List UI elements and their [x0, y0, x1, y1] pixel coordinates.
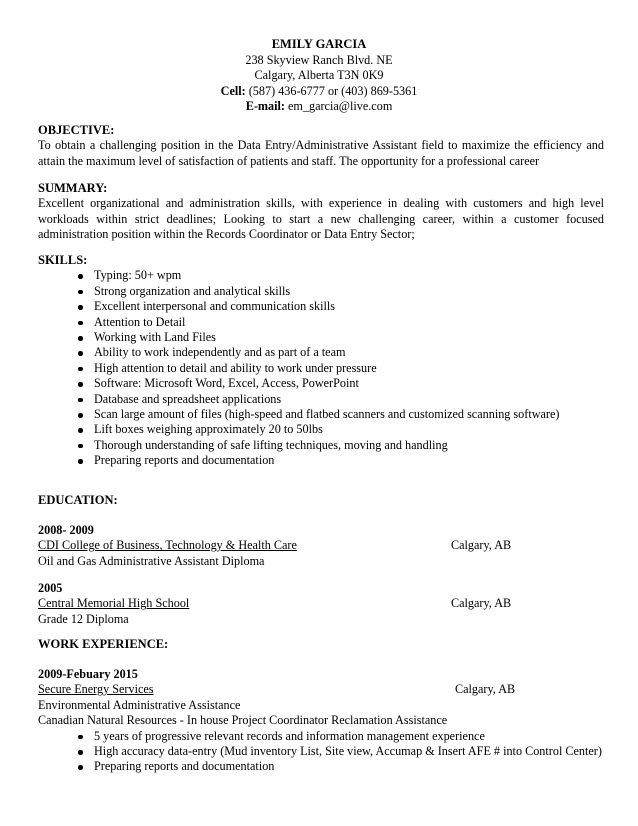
list-item: Lift boxes weighing approximately 20 to 50lbs — [94, 422, 604, 437]
applicant-name: EMILY GARCIA — [271, 37, 367, 51]
address-line-2: Calgary, Alberta T3N 0K9 — [254, 68, 384, 83]
work-heading: WORK EXPERIENCE: — [38, 637, 169, 651]
address-line-1: 238 Skyview Ranch Blvd. NE — [245, 52, 393, 67]
education-entry-2 — [38, 581, 604, 627]
work-period: 2009-Febuary 2015 — [38, 667, 138, 681]
school-location: Calgary, AB — [451, 596, 512, 611]
education-heading: EDUCATION: — [38, 493, 118, 507]
education-years: 2008- 2009 — [38, 523, 94, 537]
email-label: E-mail: — [245, 99, 285, 114]
objective-text: To obtain a challenging position in the Data Entry/Administrative Assistant field to maximize the efficiency and attain the maximum level of satisfaction of patients and staff. The opportunity for a professional career — [38, 138, 604, 168]
school-name: Central Memorial High School — [38, 596, 190, 611]
skills-heading: SKILLS: — [38, 253, 88, 267]
school-row — [38, 596, 604, 611]
education-entry-1 — [38, 523, 604, 569]
skills-section — [38, 253, 604, 469]
list-item: Thorough understanding of safe lifting techniques, moving and handling — [94, 438, 604, 453]
list-item: Excellent interpersonal and communication skills — [94, 299, 604, 314]
credential: Grade 12 Diploma — [38, 611, 129, 626]
work-section — [38, 637, 604, 652]
email-line — [0, 99, 638, 115]
list-item: Strong organization and analytical skills — [94, 284, 604, 299]
employer-location: Calgary, AB — [455, 682, 516, 697]
client-line: Canadian Natural Resources - In house Project Coordinator Reclamation Assistance — [38, 713, 448, 728]
list-item: High attention to detail and ability to work under pressure — [94, 361, 604, 376]
list-item: Ability to work independently and as part of a team — [94, 345, 604, 360]
work-entry-1 — [38, 667, 604, 775]
summary-heading: SUMMARY: — [38, 181, 108, 195]
list-item: Preparing reports and documentation — [94, 759, 604, 774]
skills-list — [38, 268, 604, 468]
school-location: Calgary, AB — [451, 538, 512, 553]
summary-section — [38, 181, 604, 243]
list-item: Scan large amount of files (high-speed and flatbed scanners and customized scanning software) — [94, 407, 604, 422]
summary-text: Excellent organizational and administration skills, with experience in dealing with customers and high level workloads within strict deadlines; Looking to start a new challenging career, within a customer focused administration position within the Records Coordinator or Data Entry Sector; — [38, 196, 604, 242]
credential: Oil and Gas Administrative Assistant Diploma — [38, 553, 265, 568]
list-item: 5 years of progressive relevant records and information management experience — [94, 729, 604, 744]
education-years: 2005 — [38, 581, 63, 595]
list-item: Typing: 50+ wpm — [94, 268, 604, 283]
school-name: CDI College of Business, Technology & Health Care — [38, 538, 297, 553]
school-row — [38, 538, 604, 553]
objective-heading: OBJECTIVE: — [38, 123, 115, 137]
work-duties-list — [38, 729, 604, 775]
cell-label: Cell: — [220, 83, 246, 98]
objective-section — [38, 123, 604, 169]
list-item: High accuracy data-entry (Mud inventory List, Site view, Accumap & Insert AFE # into Control Center) — [94, 744, 604, 759]
phone-line — [0, 84, 638, 100]
contact-header — [0, 37, 638, 115]
job-title: Environmental Administrative Assistance — [38, 697, 241, 712]
list-item: Software: Microsoft Word, Excel, Access, PowerPoint — [94, 376, 604, 391]
employer-name: Secure Energy Services — [38, 682, 154, 697]
email-value: em_garcia@live.com — [288, 99, 393, 114]
cell-value: (587) 436-6777 or (403) 869-5361 — [248, 83, 418, 98]
list-item: Database and spreadsheet applications — [94, 392, 604, 407]
list-item: Attention to Detail — [94, 315, 604, 330]
list-item: Working with Land Files — [94, 330, 604, 345]
employer-row — [38, 682, 604, 697]
education-section — [38, 493, 604, 508]
list-item: Preparing reports and documentation — [94, 453, 604, 468]
